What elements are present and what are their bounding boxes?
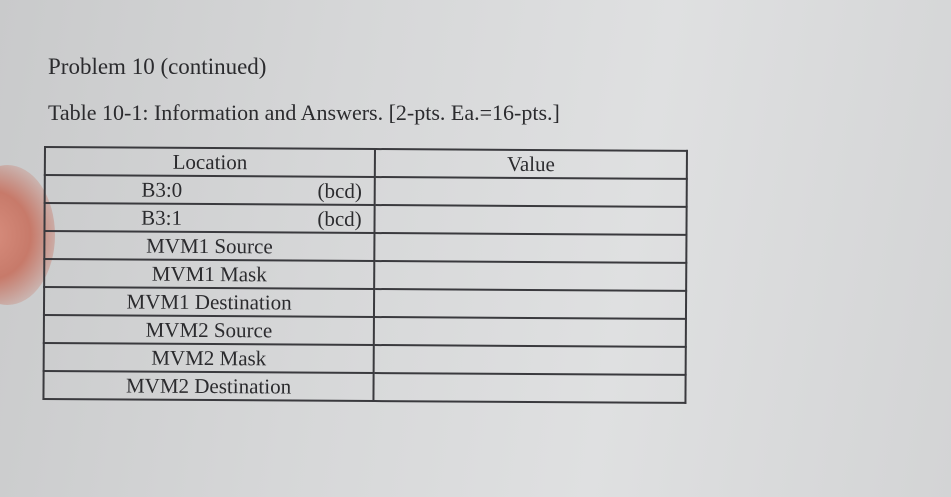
value-cell[interactable] bbox=[374, 261, 686, 291]
table-row bbox=[44, 287, 686, 319]
table-row bbox=[45, 175, 687, 207]
location-cell bbox=[43, 371, 373, 401]
table-header-row bbox=[45, 147, 687, 179]
location-cell bbox=[45, 175, 375, 205]
table-row bbox=[44, 259, 686, 291]
table-row bbox=[44, 231, 686, 263]
location-label: MVM2 Mask bbox=[151, 345, 267, 371]
value-cell[interactable] bbox=[374, 345, 686, 375]
value-cell[interactable] bbox=[374, 317, 686, 347]
location-label: B3:0 bbox=[141, 177, 183, 202]
value-header: Value bbox=[375, 149, 687, 179]
location-cell bbox=[44, 315, 374, 345]
location-cell bbox=[44, 259, 374, 289]
answer-table bbox=[42, 146, 688, 404]
location-label: MVM2 Source bbox=[145, 317, 273, 343]
table-row bbox=[44, 343, 686, 375]
unit-label: (bcd) bbox=[317, 178, 362, 203]
value-cell[interactable] bbox=[374, 373, 686, 403]
table-caption: Table 10-1: Information and Answers. [2-pts. Ea.=16-pts.] bbox=[48, 100, 560, 125]
location-cell bbox=[44, 287, 374, 317]
table-row bbox=[44, 315, 686, 347]
location-label: MVM1 Mask bbox=[151, 261, 267, 287]
location-label: MVM1 Destination bbox=[126, 289, 292, 315]
value-cell[interactable] bbox=[375, 205, 687, 235]
table-row bbox=[43, 371, 685, 403]
value-cell[interactable] bbox=[374, 289, 686, 319]
table-row bbox=[44, 203, 686, 235]
location-label: MVM1 Source bbox=[146, 233, 273, 259]
location-label: B3:1 bbox=[141, 205, 183, 230]
location-cell bbox=[44, 203, 374, 233]
location-label: MVM2 Destination bbox=[125, 373, 292, 399]
location-cell bbox=[44, 231, 374, 261]
location-cell bbox=[44, 343, 374, 373]
value-cell[interactable] bbox=[375, 177, 687, 207]
unit-label: (bcd) bbox=[317, 206, 362, 231]
location-header: Location bbox=[45, 147, 375, 177]
page-heading: Problem 10 (continued) bbox=[48, 54, 267, 79]
value-cell[interactable] bbox=[374, 233, 686, 263]
